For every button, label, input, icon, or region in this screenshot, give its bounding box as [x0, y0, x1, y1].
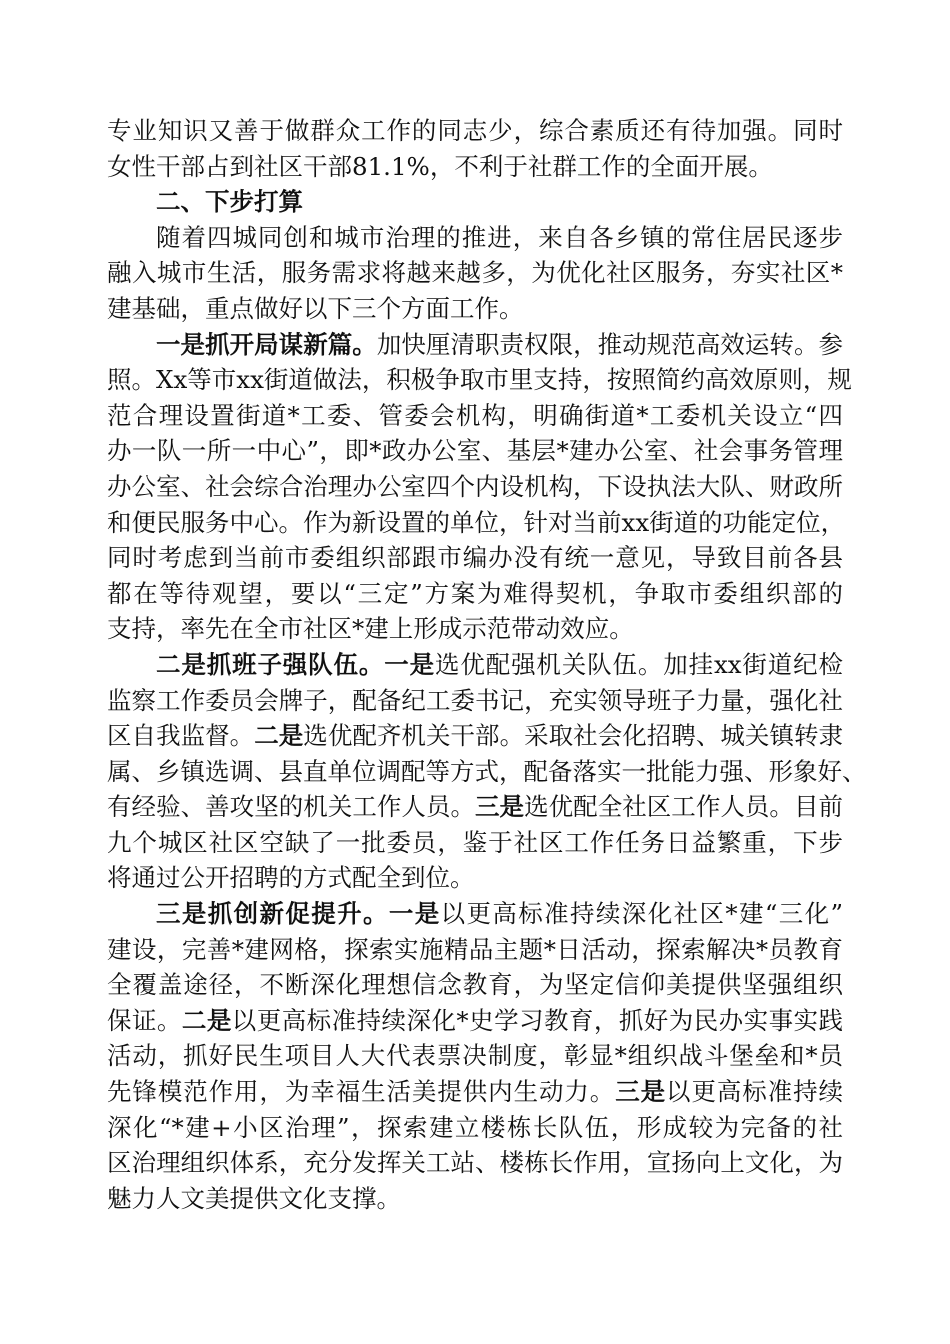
text-run: 选优配全社区工作人员。目前 [524, 792, 844, 822]
text-line: 照。Xx等市xx街道做法，积极争取市里支持，按照简约高效原则，规 [107, 365, 852, 395]
text-run: 保证。 [107, 1005, 182, 1035]
paragraph-4 [107, 647, 867, 896]
text-line: 办一队一所一中心”，即*政办公室、基层*建办公室、社会事务管理 [107, 436, 843, 466]
section-heading [107, 184, 843, 220]
document-page [107, 113, 867, 1216]
text-line: 女性干部占到社区干部81.1%，不利于社群工作的全面开展。 [107, 151, 773, 181]
text-line: 支持，率先在全市社区*建上形成示范带动效应。 [107, 614, 634, 644]
text-line: 建基础，重点做好以下三个方面工作。 [107, 293, 524, 323]
text-line: 都在等待观望，要以“三定”方案为难得契机，争取市委组织部的 [107, 578, 843, 608]
text-line: 专业知识又善于做群众工作的同志少，综合素质还有待加强。同时 [107, 116, 843, 145]
text-line: 随着四城同创和城市治理的推进，来自各乡镇的常住居民逐步 [156, 222, 843, 252]
text-line: 将通过公开招聘的方式配全到位。 [107, 863, 475, 893]
text-run: 先锋模范作用，为幸福生活美提供内生动力。 [107, 1077, 616, 1107]
text-run: 以更高标准持续深化社区*建“三化” [440, 899, 844, 929]
paragraph-lead: 一是抓开局谋新篇。 [156, 329, 377, 359]
text-run: 选优配齐机关干部。采取社会化招聘、城关镇转隶 [303, 721, 844, 751]
sub-lead: 二是 [254, 721, 304, 751]
section-heading-text: 二、下步打算 [156, 187, 303, 217]
text-line: 活动，抓好民生项目人大代表票决制度，彰显*组织战斗堡垒和*员 [107, 1041, 843, 1071]
sub-lead: 一是 [388, 899, 441, 929]
text-line [107, 718, 843, 754]
text-line: 范合理设置街道*工委、管委会机构，明确街道*工委机关设立“四 [107, 400, 843, 430]
text-line: 属、乡镇选调、县直单位调配等方式，配备落实一批能力强、形象好、 [107, 756, 867, 786]
text-line [107, 1003, 843, 1039]
text-run: 有经验、善攻坚的机关工作人员。 [107, 792, 476, 822]
text-line: 建设，完善*建网格，探索实施精品主题*日活动，探索解决*员教育 [107, 934, 843, 964]
sub-lead: 三是 [475, 792, 525, 822]
text-line [107, 1074, 843, 1110]
text-line: 魅力人文美提供文化支撑。 [107, 1183, 401, 1213]
text-line: 全覆盖途径，不断深化理想信念教育，为坚定信仰美提供坚强组织 [107, 970, 843, 1000]
paragraph-1 [107, 113, 843, 184]
text-line: 同时考虑到当前市委组织部跟市编办没有统一意见，导致目前各县 [107, 543, 843, 573]
text-run: 以更高标准持续 [666, 1077, 844, 1107]
text-run: 以更高标准持续深化*史学习教育，抓好为民办实事实践 [231, 1005, 844, 1035]
text-line [107, 647, 843, 683]
text-line: 深化“*建+小区治理”，探索建立楼栋长队伍，形成较为完备的社 [107, 1112, 843, 1142]
text-run: 加快厘清职责权限，推动规范高效运转。参 [376, 329, 844, 359]
sub-lead: 二是 [181, 1005, 232, 1035]
text-line [107, 789, 843, 825]
text-run: 区自我监督。 [107, 721, 255, 751]
sub-lead: 三是 [615, 1077, 667, 1107]
text-line: 区治理组织体系，充分发挥关工站、楼栋长作用，宣扬向上文化，为 [107, 1148, 843, 1178]
paragraph-3 [107, 327, 852, 647]
paragraph-2 [107, 220, 843, 327]
paragraph-lead: 三是抓创新促提升。 [156, 899, 389, 929]
paragraph-5 [107, 896, 843, 1216]
text-line [107, 327, 843, 363]
text-line: 和便民服务中心。作为新设置的单位，针对当前xx街道的功能定位， [107, 507, 846, 537]
text-line [107, 896, 843, 932]
text-line: 融入城市生活，服务需求将越来越多，为优化社区服务，夯实社区* [107, 258, 843, 288]
sub-lead: 一是 [384, 649, 435, 679]
paragraph-lead: 二是抓班子强队伍。 [156, 649, 385, 679]
text-line: 监察工作委员会牌子，配备纪工委书记，充实领导班子力量，强化社 [107, 685, 843, 715]
text-line: 办公室、社会综合治理办公室四个内设机构，下设执法大队、财政所 [107, 471, 843, 501]
text-run: 选优配强机关队伍。加挂xx街道纪检 [434, 649, 844, 679]
text-line: 九个城区社区空缺了一批委员，鉴于社区工作任务日益繁重，下步 [107, 827, 843, 857]
